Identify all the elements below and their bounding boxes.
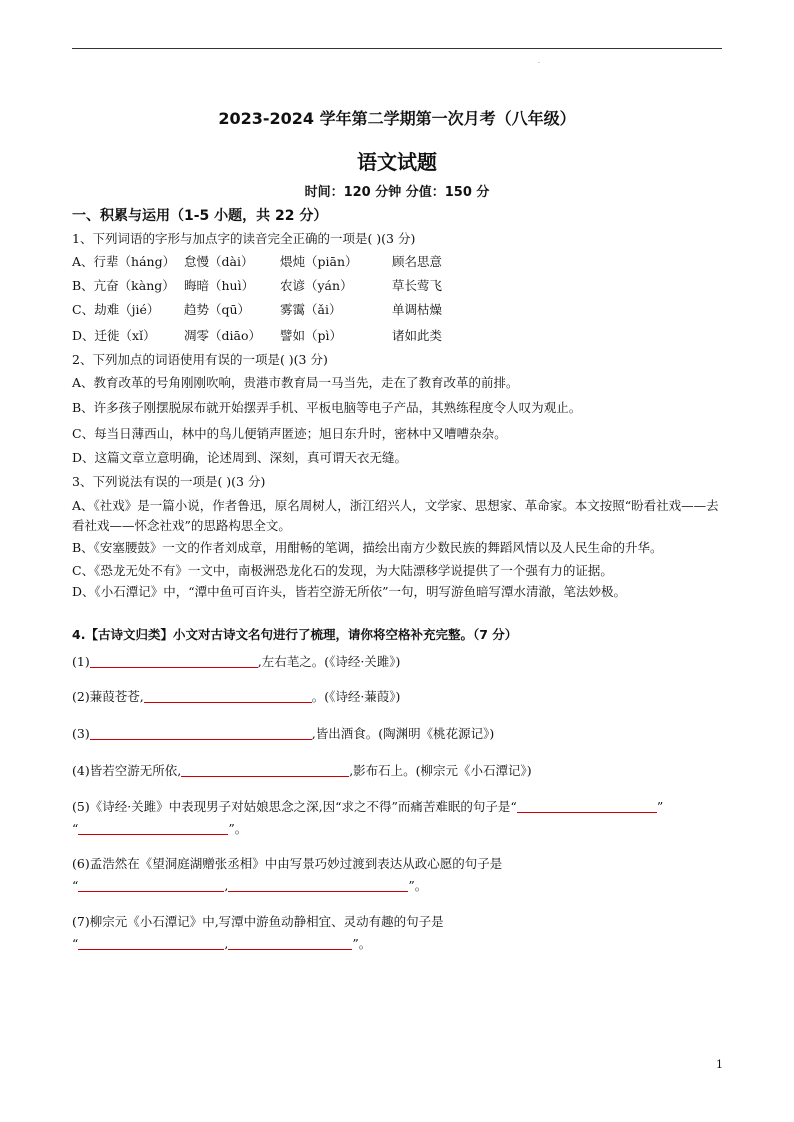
answer-blank[interactable] <box>78 879 224 892</box>
q2-option-b: B、许多孩子刚摆脱尿布就开始摆弄手机、平板电脑等电子产品，其熟练程度令人叹为观止。 <box>72 400 582 415</box>
q1-stem: 1、下列词语的字形与加点字的读音完全正确的一项是( )(3 分) <box>72 231 416 246</box>
q2-option-c: C、每当日薄西山，林中的鸟儿便销声匿迹；旭日东升时，密林中又嘈嘈杂杂。 <box>72 426 507 441</box>
q3-stem: 3、下列说法有误的一项是( )(3 分) <box>72 474 266 489</box>
q3-option-a: A、《社戏》是一篇小说，作者鲁迅，原名周树人，浙江绍兴人，文学家、思想家、革命家。本文按照“盼看社戏——去看社戏——怀念社戏”的思路构思全文。 <box>72 498 719 533</box>
corner-mark: . <box>538 58 540 65</box>
page-number: 1 <box>716 1058 723 1071</box>
exam-meta: 时间：120 分钟 分值：150 分 <box>304 185 490 200</box>
q2-option-d: D、这篇文章立意明确，论述周到、深刻，真可谓天衣无缝。 <box>72 450 408 465</box>
q2-option-a: A、教育改革的号角刚刚吹响，贵港市教育局一马当先，走在了教育改革的前排。 <box>72 375 519 390</box>
answer-blank[interactable] <box>228 879 408 892</box>
answer-blank[interactable] <box>144 690 312 703</box>
q4-item-4: (4)皆若空游无所依, ,影布石上。(柳宗元《小石潭记》) <box>72 763 532 778</box>
answer-blank[interactable] <box>228 937 352 950</box>
exam-subject: 语文试题 <box>357 150 437 174</box>
answer-blank[interactable] <box>90 727 312 740</box>
q4-item-7-line2: “ , ”。 <box>72 936 372 951</box>
exam-title: 2023-2024 学年第二学期第一次月考（八年级） <box>218 109 576 128</box>
q4-item-5-line2: “ ”。 <box>72 821 248 836</box>
q1-option-a: A、行辈（háng） 怠慢（dài） 煨炖（piān） 顾名思意 <box>72 254 443 269</box>
q3-option-b: B、《安塞腰鼓》一文的作者刘成章，用酣畅的笔调，描绘出南方少数民族的舞蹈风情以及人民生命的升华。 <box>72 540 663 555</box>
q4-item-6: (6)孟浩然在《望洞庭湖赠张丞相》中由写景巧妙过渡到表达从政心愿的句子是 <box>72 856 503 871</box>
answer-blank[interactable] <box>181 764 349 777</box>
q4-item-2: (2)蒹葭苍苍, 。(《诗经·蒹葭》) <box>72 689 401 704</box>
answer-blank[interactable] <box>78 937 224 950</box>
section-heading: 一、积累与运用（1-5 小题，共 22 分） <box>72 208 328 224</box>
q2-stem: 2、下列加点的词语使用有误的一项是( )(3 分) <box>72 352 328 367</box>
q4-item-5: (5)《诗经·关雎》中表现男子对姑娘思念之深,因“求之不得”而痛苦难眠的句子是“ ” <box>72 799 664 814</box>
q4-item-6-line2: “ , ”。 <box>72 878 428 893</box>
answer-blank[interactable] <box>517 800 657 813</box>
answer-blank[interactable] <box>78 822 228 835</box>
header-rule <box>72 48 722 49</box>
q3-option-c: C、《恐龙无处不有》一文中，南极洲恐龙化石的发现，为大陆漂移学说提供了一个强有力的证据。 <box>72 563 613 578</box>
q1-option-c: C、劫难（jié） 趋势（qū） 雾霭（ǎi） 单调枯燥 <box>72 302 443 317</box>
q1-option-d: D、迁徙（xǐ） 凋零（diāo） 譬如（pì） 诸如此类 <box>72 328 443 343</box>
q1-option-b: B、亢奋（kàng） 晦暗（huì） 农谚（yán） 草长莺飞 <box>72 278 443 293</box>
q4-item-1: (1) ,左右芼之。(《诗经·关雎》) <box>72 654 401 669</box>
q4-stem: 4.【古诗文归类】小文对古诗文名句进行了梳理，请你将空格补充完整。（7 分） <box>72 627 518 642</box>
q4-item-3: (3) ,皆出酒食。(陶渊明《桃花源记》) <box>72 726 495 741</box>
q3-option-d: D、《小石潭记》中，“潭中鱼可百许头，皆若空游无所依”一句，明写游鱼暗写潭水清澈，笔法妙极。 <box>72 584 627 599</box>
answer-blank[interactable] <box>90 655 258 668</box>
q4-item-7: (7)柳宗元《小石潭记》中,写潭中游鱼动静相宜、灵动有趣的句子是 <box>72 914 444 929</box>
